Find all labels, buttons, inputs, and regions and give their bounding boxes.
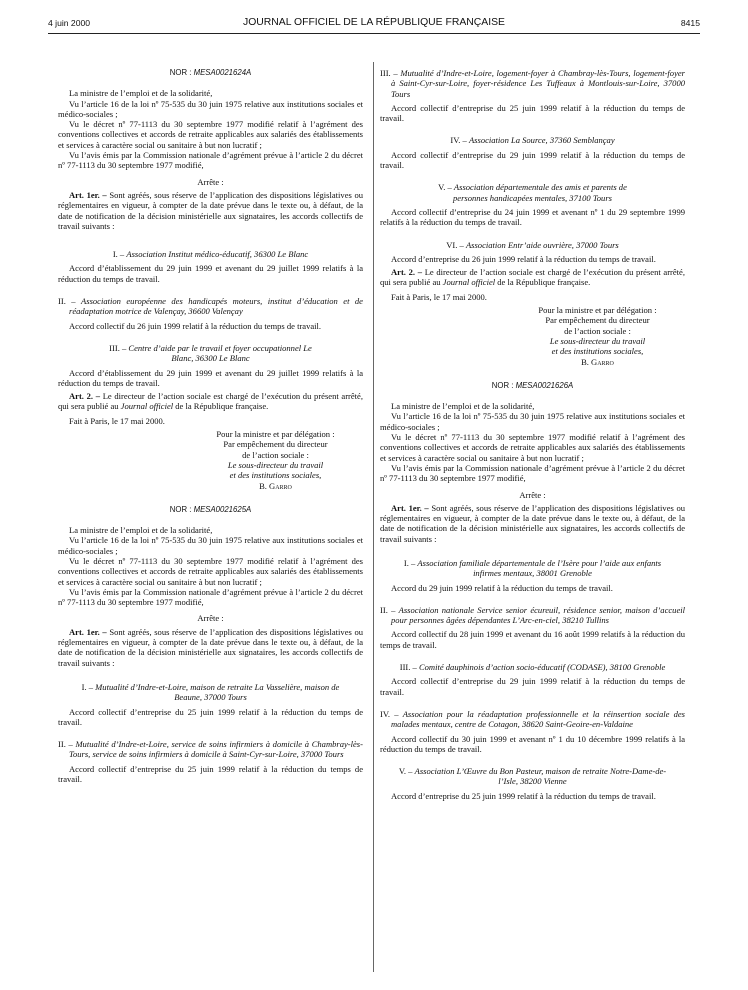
- section-heading: [380, 558, 685, 579]
- decree-paragraph: Vu l’article 16 de la loi nº 75-535 du 30 juin 1975 relative aux institutions sociales et médico-sociales ;: [58, 535, 363, 556]
- section-title: Comité dauphinois d’action socio-éducatif (CODASE), 38100 Grenoble: [418, 662, 666, 673]
- section-title: Association Entr’aide ouvrière, 37000 Tours: [465, 239, 619, 250]
- section-text: Accord collectif d’entreprise du 29 juin 1999 relatif à la réduction du temps de travail.: [380, 149, 685, 171]
- nor-code: MESA0021625A: [193, 504, 252, 514]
- journal-name: Journal officiel: [442, 277, 496, 288]
- nor-code: MESA0021626A: [515, 380, 574, 390]
- section-number: I. –: [81, 681, 96, 692]
- decree-paragraph: Vu l’avis émis par la Commission nationale d’agrément prévue à l’article 2 du décret nº 77-1113 du 30 septembre 1977 modifié,: [380, 462, 685, 484]
- article-label: Art. 2. –: [391, 267, 423, 278]
- signature-line: et des institutions sociales,: [551, 346, 644, 357]
- signatory-name: B. Garro: [259, 480, 292, 491]
- section-title: Association familiale départementale de l’Isère pour l’aide aux enfants infirmes mentaux, 38001 Grenoble: [417, 557, 662, 579]
- decree-paragraph: La ministre de l’emploi et de la solidarité,: [391, 401, 535, 412]
- decree-paragraph: La ministre de l’emploi et de la solidarité,: [69, 525, 213, 536]
- section-number: V. –: [438, 182, 454, 193]
- header-rule: [48, 33, 700, 34]
- section-heading: [58, 739, 363, 760]
- section-text: Accord collectif d’entreprise du 29 juin 1999 relatif à la réduction du temps de travail.: [380, 676, 685, 697]
- article-text: Sont agréés, sous réserve de l’application des dispositions législatives ou réglementaires en vigueur, à compter de la date prévue dans le texte ou, à défaut, de la date de notification de la décision ministérielle aux signataires, les accords collectifs de travail suivants :: [58, 626, 363, 668]
- signature-line: Le sous-directeur du travail: [227, 459, 324, 470]
- date-signed: Fait à Paris, le 17 mai 2000.: [69, 415, 165, 426]
- signature-block: [510, 305, 685, 367]
- article-label: Art. 1er. –: [391, 502, 429, 513]
- section-title: Association L’Œuvre du Bon Pasteur, maison de retraite Notre-Dame-de-l’Isle, 38200 Vienne: [414, 766, 667, 787]
- section-text: Accord collectif d’entreprise du 24 juin 1999 et avenant nº 1 du 29 septembre 1999 relatifs à la réduction du temps de travail.: [380, 206, 685, 228]
- section-heading: [58, 343, 363, 364]
- article-text: de la République française.: [495, 277, 591, 288]
- header-journal-title: JOURNAL OFFICIEL DE LA RÉPUBLIQUE FRANÇAISE: [243, 17, 505, 28]
- section-heading: [58, 682, 363, 703]
- nor-label: NOR :: [169, 68, 194, 77]
- decree-paragraph: Vu l’article 16 de la loi nº 75-535 du 30 juin 1975 relative aux institutions sociales et médico-sociales ;: [58, 98, 363, 119]
- section-title: Mutualité d’Indre-et-Loire, maison de retraite La Vasselière, maison de Beaune, 37000 Tours: [95, 681, 340, 703]
- nor-label: NOR :: [491, 380, 516, 390]
- decree-paragraph: Vu l’avis émis par la Commission nationale d’agrément prévue à l’article 2 du décret nº 77-1113 du 30 septembre 1977 modifié,: [58, 586, 363, 608]
- section-text: Accord collectif d’entreprise du 25 juin 1999 relatif à la réduction du temps de travail.: [58, 763, 363, 785]
- section-number: I. –: [112, 249, 127, 260]
- article-paragraph: [58, 190, 363, 231]
- column-divider: [373, 62, 374, 972]
- article-paragraph: [58, 627, 363, 668]
- nor-reference: [58, 68, 363, 78]
- section-text: Accord d’établissement du 29 juin 1999 et avenant du 29 juillet 1999 relatifs à la réduction du temps de travail.: [58, 367, 363, 388]
- section-heading: [58, 296, 363, 317]
- signature-line: Pour la ministre et par délégation :: [538, 305, 657, 316]
- section-number: III. –: [380, 68, 401, 78]
- section-text: Accord d’entreprise du 26 juin 1999 relatif à la réduction du temps de travail.: [391, 253, 656, 264]
- section-number: V. –: [398, 766, 415, 777]
- section-title: Association départementale des amis et parents de personnes handicapées mentales, 37100 Tours: [453, 182, 627, 203]
- header-date: 4 juin 2000: [48, 18, 91, 28]
- nor-code: MESA0021624A: [193, 68, 252, 77]
- article-paragraph: [380, 503, 685, 544]
- section-heading: [380, 709, 685, 730]
- section-text: Accord collectif du 28 juin 1999 et avenant du 16 août 1999 relatifs à la réduction du temps de travail.: [380, 629, 685, 650]
- section-heading: [380, 240, 685, 250]
- section-text: Accord collectif d’entreprise du 25 juin 1999 relatif à la réduction du temps de travail.: [58, 706, 363, 727]
- nor-reference: [380, 381, 685, 391]
- section-title: Association nationale Service senior écureuil, résidence senior, maison d’accueil pour personnes âgées dépendantes L’Arc-en-ciel, 38210 Tullins: [391, 604, 685, 626]
- date-signed: Fait à Paris, le 17 mai 2000.: [391, 291, 487, 302]
- section-title: Association Institut médico-éducatif, 36300 Le Blanc: [126, 249, 309, 260]
- signature-line: et des institutions sociales,: [229, 470, 322, 481]
- signature-line: de l’action sociale :: [242, 449, 309, 460]
- article-text: Sont agréés, sous réserve de l’application des dispositions législatives ou réglementaires en vigueur, à compter de la date prévue dans le texte ou, à défaut, de la date de notification de la décision ministérielle aux signataires, les accords collectifs de travail suivants :: [58, 189, 363, 231]
- article-text: Le directeur de l’action sociale est chargé de l’exécution du présent arrêté, qui sera publié au: [58, 391, 363, 412]
- decree-paragraph: Vu le décret nº 77-1113 du 30 septembre 1977 modifié relatif à l’agrément des conventions collectives et accords de retraite applicables aux salariés des établissements et services à caractère social ou sanitaire à but non lucratif ;: [58, 119, 363, 150]
- section-number: III. –: [399, 662, 419, 673]
- article-paragraph: [380, 267, 685, 288]
- decree-paragraph: Vu l’avis émis par la Commission nationale d’agrément prévue à l’article 2 du décret nº 77-1113 du 30 septembre 1977 modifié,: [58, 150, 363, 171]
- section-text: Accord collectif du 30 juin 1999 et avenant nº 1 du 10 décembre 1999 relatifs à la réduction du temps de travail.: [380, 733, 685, 754]
- article-text: Le directeur de l’action sociale est chargé de l’exécution du présent arrêté, qui sera publié au: [380, 267, 685, 288]
- signature-line: de l’action sociale :: [564, 325, 631, 336]
- section-title: Mutualité d’Indre-et-Loire, service de soins infirmiers à domicile à Chambray-lès-Tours, service de soins infirmiers à domicile à Saint-Cyr-sur-Loire, 37000 Tours: [69, 739, 363, 760]
- section-number: I. –: [403, 557, 418, 568]
- section-heading: [380, 135, 685, 145]
- journal-name: Journal officiel: [120, 401, 174, 412]
- decree-paragraph: Vu le décret nº 77-1113 du 30 septembre 1977 modifié relatif à l’agrément des conventions collectives et accords de retraite applicables aux salariés des établissements et services à caractère social ou sanitaire à but non lucratif ;: [58, 555, 363, 587]
- right-column: [380, 68, 685, 801]
- decree-paragraph: La ministre de l’emploi et de la solidarité,: [69, 88, 213, 99]
- section-heading: [380, 68, 685, 99]
- article-text: Sont agréés, sous réserve de l’application des dispositions législatives ou réglementaires en vigueur, à compter de la date prévue dans le texte ou, à défaut, de la date de notification de la décision ministérielle aux signataires, les accords collectifs de travail suivants :: [380, 502, 685, 544]
- section-text: Accord du 29 juin 1999 relatif à la réduction du temps de travail.: [391, 582, 613, 593]
- arrete-heading: Arrête :: [197, 176, 224, 187]
- section-number: VI. –: [446, 239, 466, 250]
- nor-label: NOR :: [169, 504, 194, 514]
- signature-block: [188, 429, 363, 491]
- section-text: Accord d’entreprise du 25 juin 1999 relatif à la réduction du temps de travail.: [391, 790, 656, 801]
- section-title: Centre d’aide par le travail et foyer occupationnel Le Blanc, 36300 Le Blanc: [128, 342, 312, 364]
- signature-line: Pour la ministre et par délégation :: [216, 429, 335, 440]
- section-number: IV. –: [380, 708, 403, 719]
- section-number: II. –: [58, 296, 82, 307]
- nor-reference: [58, 505, 363, 515]
- section-number: II. –: [58, 739, 76, 750]
- article-label: Art. 1er. –: [69, 626, 107, 637]
- decree-paragraph: Vu l’article 16 de la loi nº 75-535 du 30 juin 1975 relative aux institutions sociales et médico-sociales ;: [380, 411, 685, 432]
- section-title: Association européenne des handicapés moteurs, institut d’éducation et de réadaptation motrice de Valençay, 36600 Valençay: [69, 296, 363, 317]
- arrete-heading: Arrête :: [519, 489, 546, 500]
- section-number: III. –: [109, 342, 129, 353]
- section-number: IV. –: [450, 135, 469, 146]
- section-number: II. –: [380, 604, 399, 615]
- signature-line: Le sous-directeur du travail: [549, 335, 646, 346]
- article-label: Art. 2. –: [69, 391, 101, 402]
- decree-paragraph: Vu le décret nº 77-1113 du 30 septembre 1977 modifié relatif à l’agrément des conventions collectives et accords de retraite applicables aux salariés des établissements et services à caractère social ou sanitaire à but non lucratif ;: [380, 432, 685, 463]
- section-heading: [380, 182, 685, 203]
- article-label: Art. 1er. –: [69, 189, 107, 200]
- section-heading: [380, 662, 685, 672]
- section-text: Accord collectif du 26 juin 1999 relatif à la réduction du temps de travail.: [69, 320, 322, 331]
- signatory-name: B. Garro: [581, 356, 614, 367]
- signature-line: Par empêchement du directeur: [223, 439, 328, 450]
- section-title: Association pour la réadaptation professionnelle et la réinsertion sociale des malades mentaux, centre de Cotagon, 38620 Saint-Geoire-en-Valdaine: [391, 708, 686, 730]
- section-heading: [380, 766, 685, 787]
- section-text: Accord collectif d’entreprise du 25 juin 1999 relatif à la réduction du temps de travail.: [380, 102, 685, 124]
- article-paragraph: [58, 391, 363, 412]
- section-title: Mutualité d’Indre-et-Loire, logement-foyer à Chambray-lès-Tours, logement-foyer à Saint-Cyr-sur-Loire, foyer-résidence Les Tuffeaux à Montlouis-sur-Loire, 37000 Tours: [391, 68, 685, 99]
- arrete-heading: Arrête :: [197, 613, 224, 624]
- signature-line: Par empêchement du directeur: [545, 315, 650, 326]
- section-heading: [58, 249, 363, 259]
- section-title: Association La Source, 37360 Semblançay: [468, 135, 615, 146]
- section-text: Accord d’établissement du 29 juin 1999 et avenant du 29 juillet 1999 relatifs à la réduction du temps de travail.: [58, 263, 363, 284]
- left-column: [58, 68, 363, 784]
- page-header: [48, 18, 700, 30]
- section-heading: [380, 605, 685, 626]
- article-text: de la République française.: [173, 401, 269, 412]
- header-page-number: 8415: [680, 18, 700, 28]
